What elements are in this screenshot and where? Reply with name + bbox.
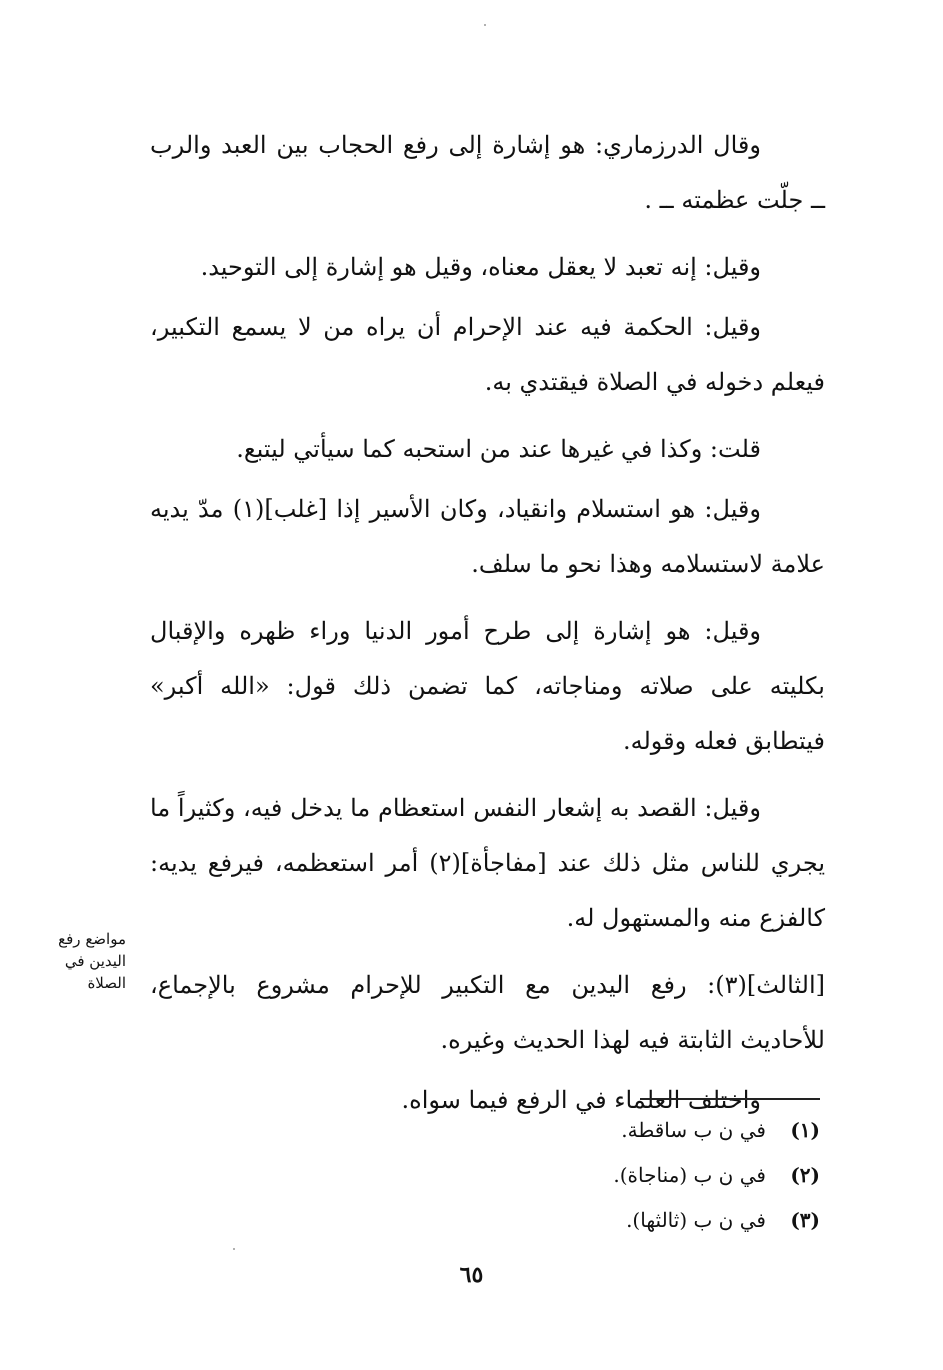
margin-note [16, 928, 126, 994]
footnote-text: في ن ب (ثالثها). [626, 1208, 766, 1232]
paragraph-thalith: [الثالث](٣): رفع اليدين مع التكبير للإحرام مشروع بالإجماع، للأحاديث الثابتة فيه لهذا الحديث وغيره. [150, 971, 825, 1054]
paragraph-tarh-umur: وقيل: هو إشارة إلى طرح أمور الدنيا وراء ظهره والإقبال بكليته على صلاته ومناجاته، كما تضمن ذلك قول: «الله أكبر» فيتطابق فعله وقوله. [150, 617, 825, 755]
margin-note-line: اليدين في [64, 952, 126, 970]
paragraph-hikma: وقيل: الحكمة فيه عند الإحرام أن يراه من لا يسمع التكبير، فيعلم دخوله في الصلاة فيقتدي به. [150, 313, 825, 396]
paragraph-taabbud: وقيل: إنه تعبد لا يعقل معناه، وقيل هو إشارة إلى التوحيد. [200, 253, 761, 281]
paragraph-ikhtilaf: واختلف العلماء في الرفع فيما سواه. [401, 1086, 761, 1114]
paragraph-istislam: وقيل: هو استسلام وانقياد، وكان الأسير إذا [غلب](١) مدّ يديه علامة لاستسلامه وهذا نحو ما سلف. [150, 495, 825, 578]
footnote-1 [400, 1108, 820, 1153]
footnote-number: (٣) [790, 1208, 820, 1232]
main-text [150, 118, 825, 1133]
paragraph-qasd: وقيل: القصد به إشعار النفس استعظام ما يدخل فيه، وكثيراً ما يجري للناس مثل ذلك عند [مفاجأة](٢) أمر استعظمه، فيرفع يديه: كالفزع منه والمستهول له. [150, 794, 826, 932]
footnote-3 [400, 1198, 820, 1243]
footnote-divider [640, 1098, 820, 1100]
footnote-text: في ن ب ساقطة. [621, 1118, 766, 1142]
paragraph-durzmari: وقال الدرزماري: هو إشارة إلى رفع الحجاب بين العبد والرب ــ جلّت عظمته ــ . [150, 131, 825, 214]
paragraph-qultu: قلت: وكذا في غيرها عند من استحبه كما سيأتي ليتبع. [236, 435, 761, 463]
footnotes [400, 1108, 820, 1243]
scan-speck [484, 24, 486, 26]
scan-speck [233, 1248, 235, 1250]
footnote-2 [400, 1153, 820, 1198]
footnote-number: (١) [790, 1118, 820, 1142]
footnote-text: في ن ب (مناجاة). [613, 1163, 766, 1187]
margin-note-line: الصلاة [87, 974, 126, 992]
page-number: ٦٥ [459, 1262, 484, 1288]
margin-note-line: مواضع رفع [58, 930, 126, 948]
footnote-number: (٢) [790, 1163, 820, 1187]
